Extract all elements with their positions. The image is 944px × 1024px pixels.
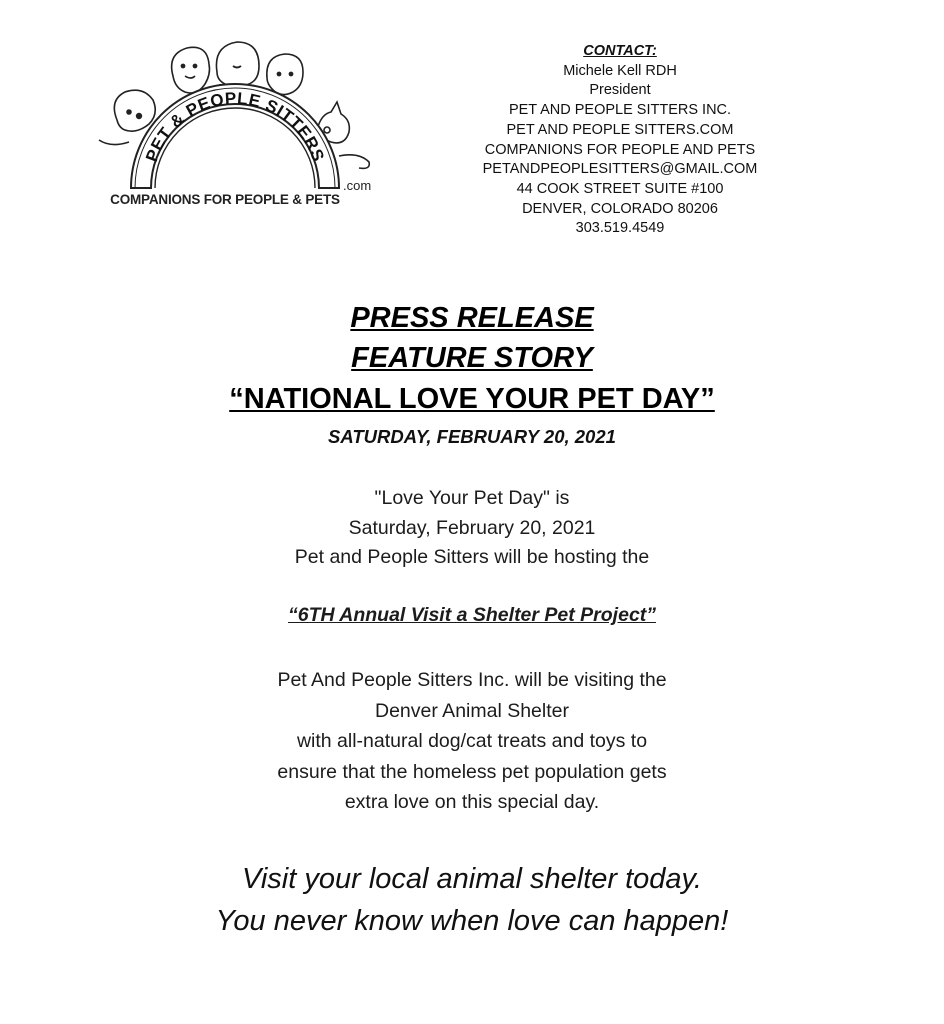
contact-website: PET AND PEOPLE SITTERS.COM: [506, 121, 734, 138]
contact-city: DENVER, COLORADO 80206: [522, 200, 718, 217]
logo-dotcom: .com: [343, 178, 372, 193]
logo-arch-text: PET & PEOPLE SITTERS: [142, 88, 328, 165]
contact-title: President: [589, 82, 651, 99]
intro-paragraph: [0, 484, 944, 573]
press-release-heading: PRESS RELEASE: [350, 302, 594, 334]
body-line: Denver Animal Shelter: [374, 699, 569, 722]
contact-street: 44 COOK STREET SUITE #100: [516, 180, 724, 197]
body-line: with all-natural dog/cat treats and toys to: [296, 730, 648, 752]
intro-line: Pet and People Sitters will be hosting the: [294, 546, 650, 568]
feature-story-heading: FEATURE STORY: [351, 342, 593, 374]
contact-phone: 303.519.4549: [575, 220, 665, 237]
body-paragraph: [0, 665, 944, 818]
contact-slogan: COMPANIONS FOR PEOPLE AND PETS: [484, 141, 756, 158]
event-date-heading: SATURDAY, FEBRUARY 20, 2021: [328, 426, 616, 447]
company-logo: [95, 36, 385, 221]
contact-company: PET AND PEOPLE SITTERS INC.: [508, 102, 732, 119]
logo-tagline: COMPANIONS FOR PEOPLE & PETS: [110, 192, 340, 207]
intro-line: Saturday, February 20, 2021: [348, 516, 596, 539]
headline-block: [0, 298, 944, 454]
logo-arch-illustration: [95, 36, 385, 196]
closing-message: [0, 858, 944, 942]
contact-heading: CONTACT:: [583, 43, 657, 59]
event-title-heading: “NATIONAL LOVE YOUR PET DAY”: [229, 383, 715, 415]
closing-line: Visit your local animal shelter today.: [242, 863, 702, 895]
contact-block: [440, 42, 800, 239]
body-line: extra love on this special day.: [344, 791, 600, 813]
contact-name: Michele Kell RDH: [563, 62, 677, 79]
body-line: Pet And People Sitters Inc. will be visiting the: [277, 669, 667, 691]
body-line: ensure that the homeless pet population gets: [277, 760, 667, 783]
closing-line: You never know when love can happen!: [215, 905, 729, 937]
intro-line: "Love Your Pet Day" is: [374, 487, 570, 509]
project-title: “6TH Annual Visit a Shelter Pet Project”: [287, 604, 657, 626]
contact-email: PETANDPEOPLESITTERS@GMAIL.COM: [482, 161, 758, 178]
